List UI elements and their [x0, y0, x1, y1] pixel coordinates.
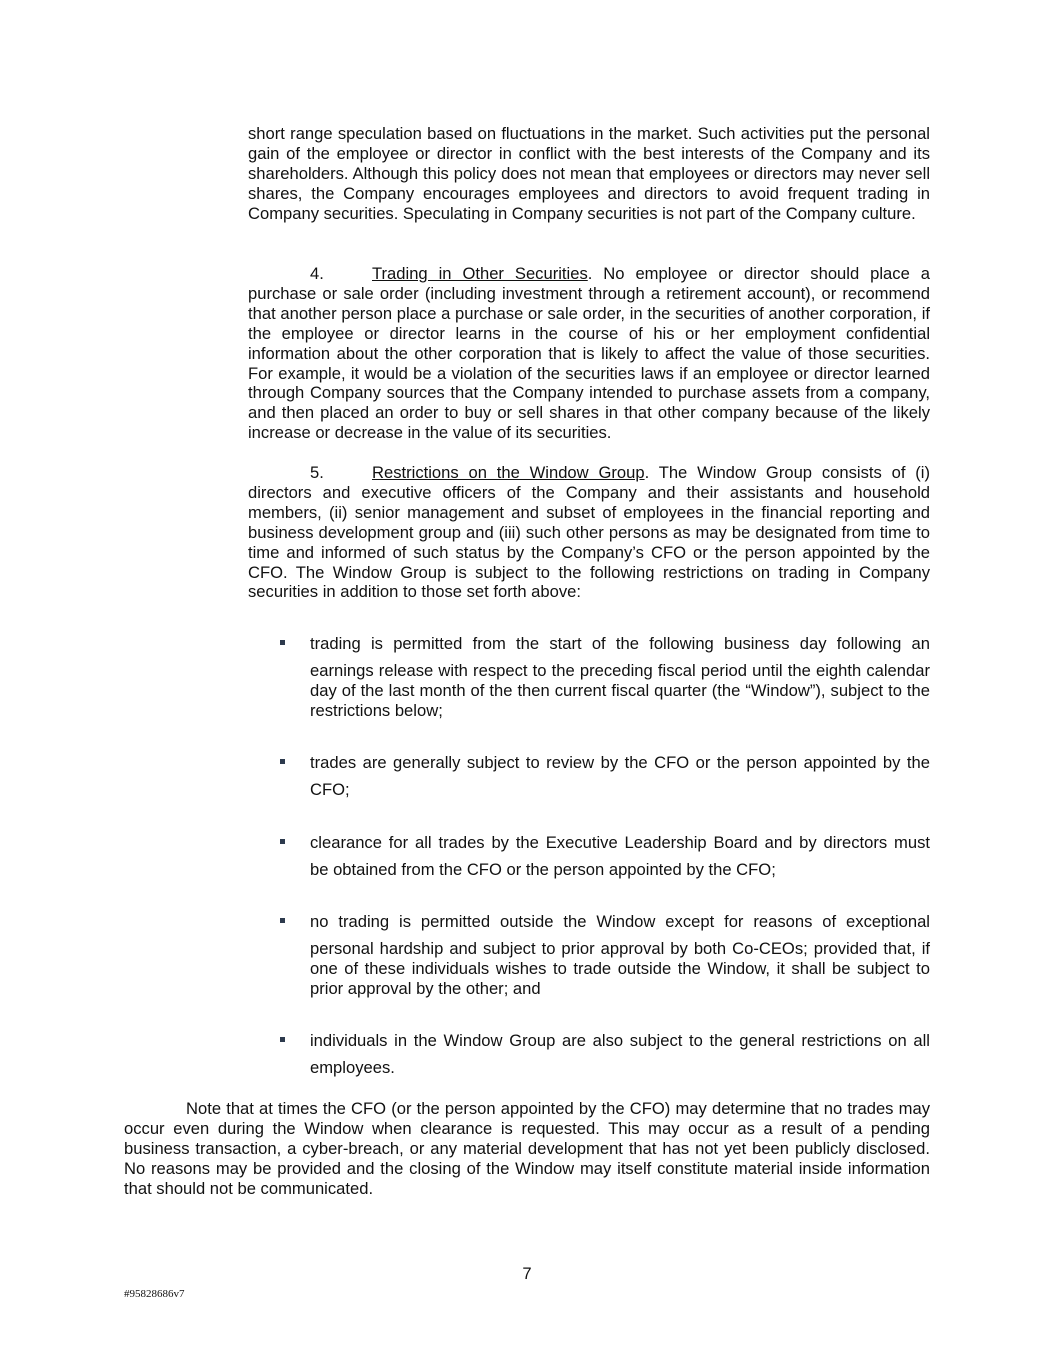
document-id: #95828686v7	[124, 1288, 185, 1300]
square-bullet-icon	[280, 839, 285, 844]
bullet-1-rest: earnings release with respect to the preceding fiscal period until the eighth calendar day of the last month of the then current fiscal quarter (the “Window”), subject to the restrictions below;	[310, 660, 930, 720]
section-4-heading: Trading in Other Securities	[372, 264, 588, 283]
square-bullet-icon	[280, 918, 285, 923]
section-5-heading: Restrictions on the Window Group	[372, 463, 645, 482]
bullet-item-4	[280, 912, 930, 999]
continuation-paragraph: short range speculation based on fluctuations in the market. Such activities put the personal gain of the employee or director in conflict with the best interests of the Company and its shareholders. Although this policy does not mean that employees or directors may never sell shares, the Company encourages employees and directors to avoid frequent trading in Company securities. Speculating in Company securities is not part of the Company culture.	[248, 124, 930, 223]
section-4-body: . No employee or director should place a purchase or sale order (including investment through a retirement account), or recommend that another person place a purchase or sale order, in the securities of another corporation, if the employee or director learns in the course of his or her employment confidential information about the other corporation that is likely to affect the value of those securities. For example, it would be a violation of the securities laws if an employee or director learned through Company sources that the Company intended to purchase assets from a company, and then placed an order to buy or sell shares in that other company because of the likely increase or decrease in the value of its securities.	[248, 264, 930, 443]
bullet-1-first-line: trading is permitted from the start of the following business day following an	[310, 634, 930, 653]
bullet-5-first-line: individuals in the Window Group are also subject to the general restrictions on all	[310, 1031, 930, 1050]
bullet-4-rest: personal hardship and subject to prior approval by both Co-CEOs; provided that, if one of these individuals wishes to trade outside the Window, it shall be subject to prior approval by the other; and	[310, 938, 930, 998]
bullet-2-rest: CFO;	[310, 779, 350, 799]
section-4-paragraph	[248, 264, 930, 443]
section-5-number: 5.	[310, 463, 324, 482]
section-5-paragraph	[248, 463, 930, 602]
square-bullet-icon	[280, 640, 285, 645]
page-number: 7	[522, 1264, 532, 1283]
section-4-number: 4.	[310, 264, 324, 283]
note-paragraph: Note that at times the CFO (or the person appointed by the CFO) may determine that no trades may occur even during the Window when clearance is requested. This may occur as a result of a pending business transaction, a cyber-breach, or any material development that has not yet been publicly disclosed. No reasons may be provided and the closing of the Window may itself constitute material inside information that should not be communicated.	[124, 1099, 930, 1198]
bullet-3-first-line: clearance for all trades by the Executive Leadership Board and by directors must	[310, 833, 930, 852]
bullet-2-first-line: trades are generally subject to review by the CFO or the person appointed by the	[310, 753, 930, 772]
section-5-body: . The Window Group consists of (i) directors and executive officers of the Company and their assistants and household members, (ii) senior management and subset of employees in the financial reporting and business development group and (iii) such other persons as may be designated from time to time and informed of such status by the Company’s CFO or the person appointed by the CFO. The Window Group is subject to the following restrictions on trading in Company securities in addition to those set forth above:	[248, 463, 930, 602]
bullet-item-2	[280, 753, 930, 800]
square-bullet-icon	[280, 759, 285, 764]
bullet-4-first-line: no trading is permitted outside the Window except for reasons of exceptional	[310, 912, 930, 931]
bullet-item-1	[280, 634, 930, 721]
square-bullet-icon	[280, 1037, 285, 1042]
bullet-item-3	[280, 833, 930, 880]
bullet-3-rest: be obtained from the CFO or the person appointed by the CFO;	[310, 859, 776, 879]
bullet-5-rest: employees.	[310, 1057, 395, 1077]
bullet-item-5	[280, 1031, 930, 1078]
